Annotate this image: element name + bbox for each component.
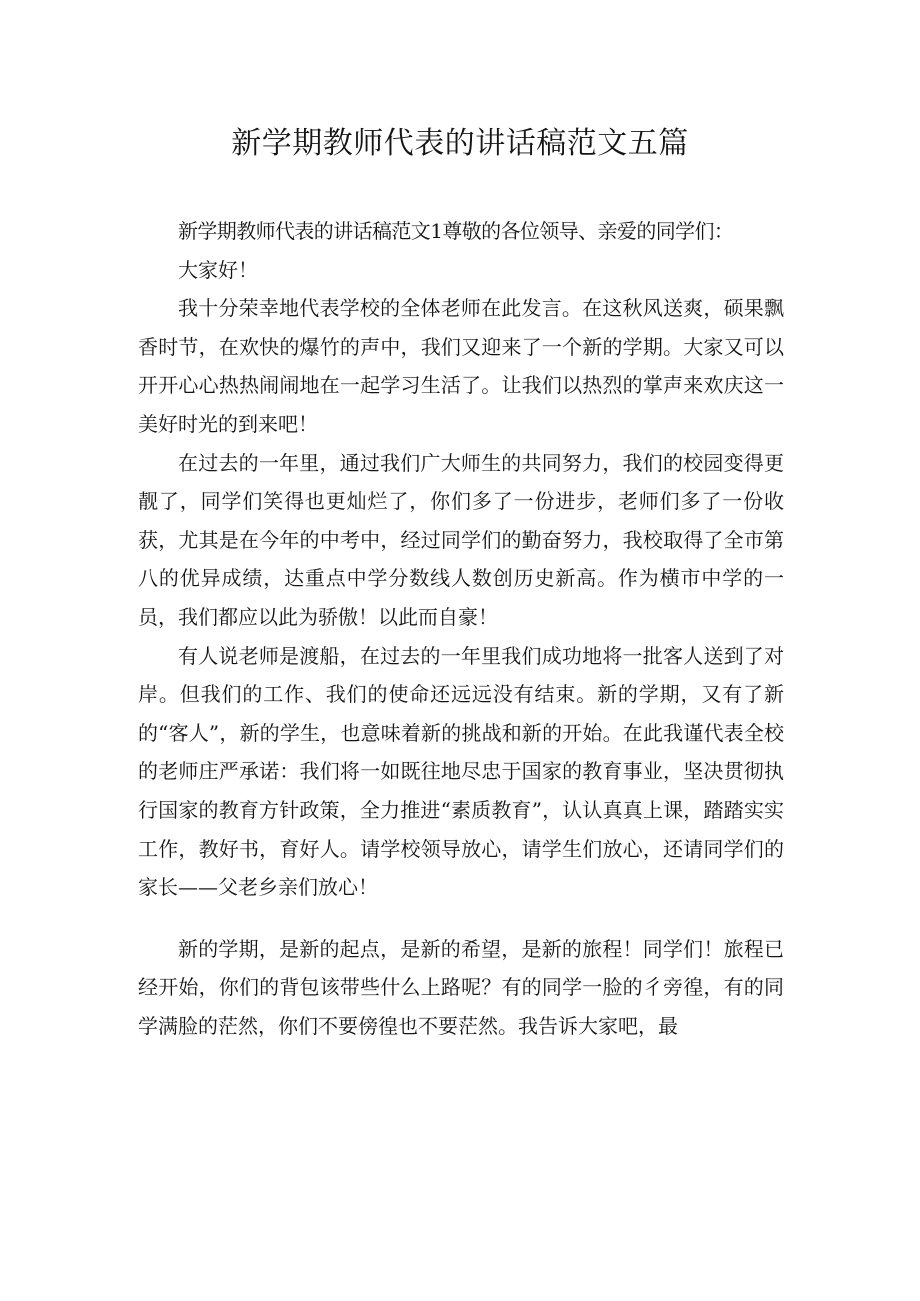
document-title: 新学期教师代表的讲话稿范文五篇 — [231, 126, 689, 161]
paragraph-greeting: 大家好！ — [178, 257, 258, 282]
document-body — [138, 212, 784, 1045]
paragraph-salutation: 新学期教师代表的讲话稿范文1尊敬的各位领导、亲爱的同学们： — [178, 219, 734, 243]
paragraph-4: 新的学期，是新的起点，是新的希望，是新的旅程！同学们！旅程已经开始，你们的背包该带些什么上路呢？有的同学一脸的彳旁徨，有的同学满脸的茫然，你们不要傍徨也不要茫然。我告诉大家吧，最 — [138, 936, 784, 1038]
paragraph-1: 我十分荣幸地代表学校的全体老师在此发言。在这秋风送爽，硕果飘香时节，在欢快的爆竹的声中，我们又迎来了一个新的学期。大家又可以开开心心热热闹闹地在一起学习生活了。让我们以热烈的掌声来欢庆这一美好时光的到来吧！ — [138, 296, 784, 436]
paragraph-2: 在过去的一年里，通过我们广大师生的共同努力，我们的校园变得更靓了，同学们笑得也更灿烂了，你们多了一份进步，老师们多了一份收获，尤其是在今年的中考中，经过同学们的勤奋努力，我校取得了全市第八的优异成绩，达重点中学分数线人数创历史新高。作为横市中学的一员，我们都应以此为骄傲！以此而自豪！ — [138, 450, 784, 629]
paragraph-3: 有人说老师是渡船，在过去的一年里我们成功地将一批客人送到了对岸。但我们的工作、我们的使命还远远没有结束。新的学期，又有了新的“客人”，新的学生，也意味着新的挑战和新的开始。在此我谨代表全校的老师庄严承诺：我们将一如既往地尽忠于国家的教育事业，坚决贯彻执行国家的教育方针政策，全力推进“素质教育”，认认真真上课，踏踏实实工作，教好书，育好人。请学校领导放心，请学生们放心，还请同学们的家长——父老乡亲们放心！ — [138, 643, 784, 900]
